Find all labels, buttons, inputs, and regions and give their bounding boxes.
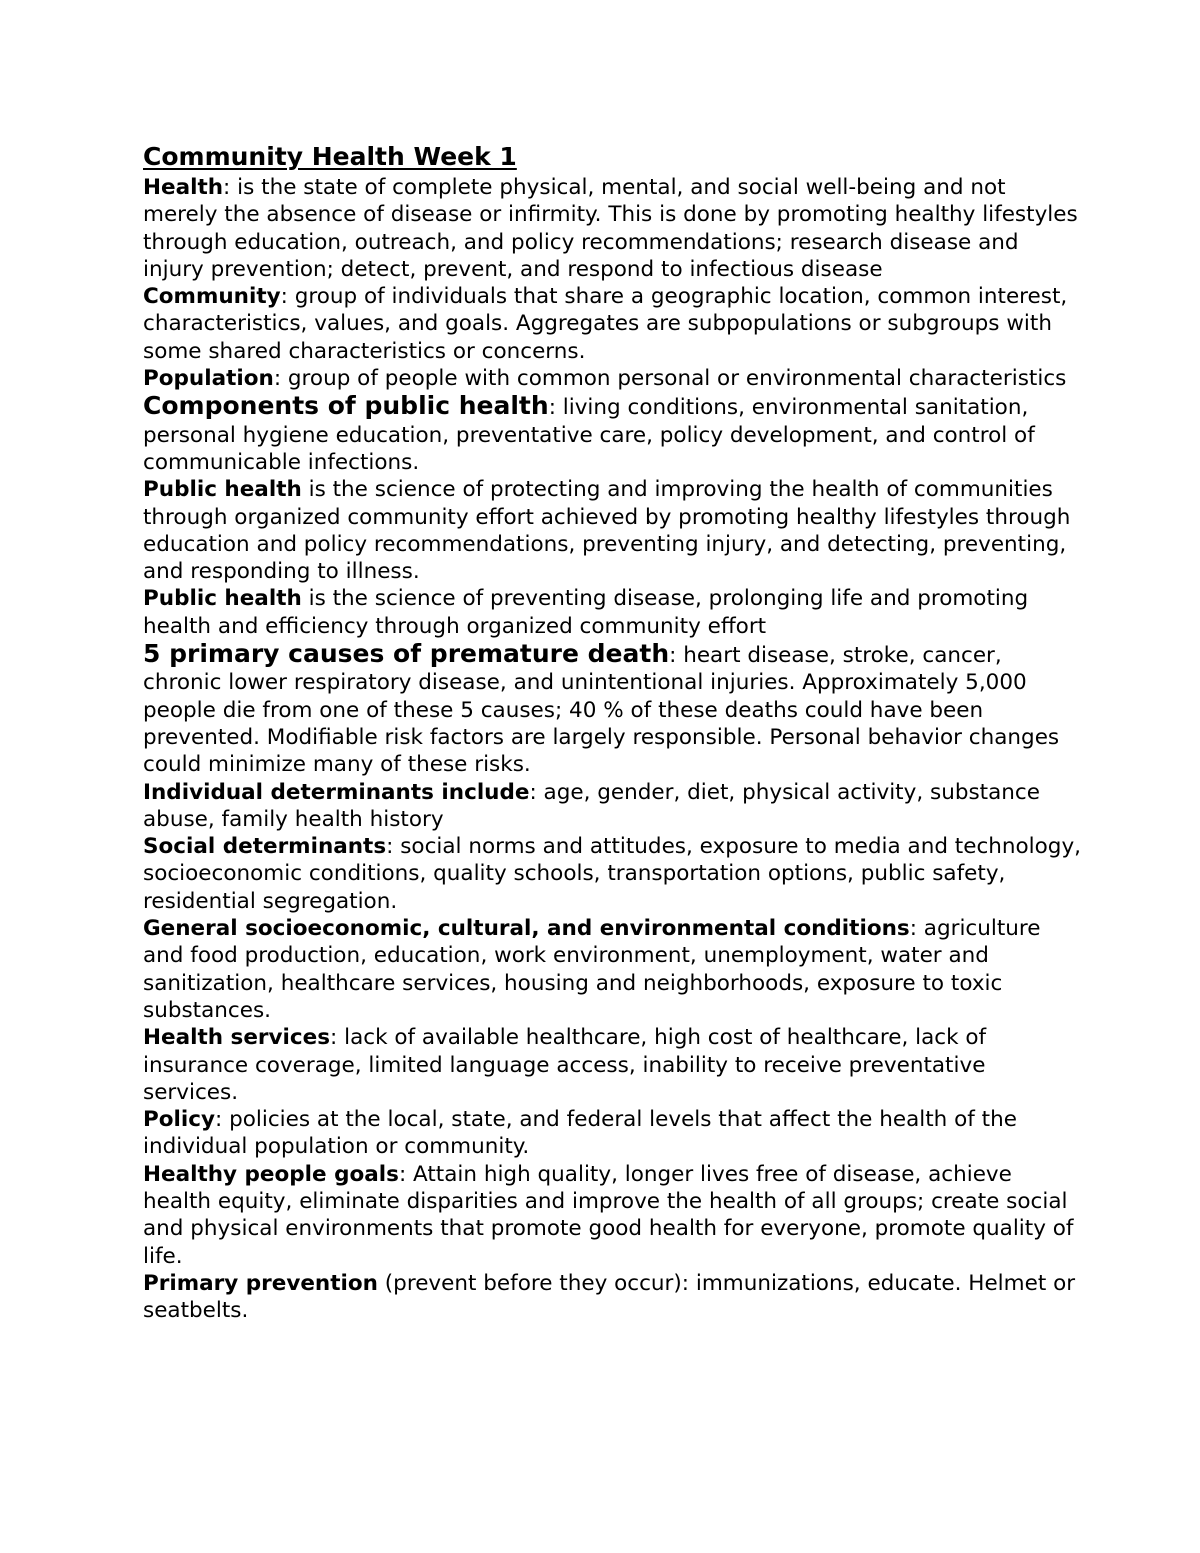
entry-text: : Attain high quality, longer lives free of disease, achieve health equity, eliminate disparities and improve the health of all groups; create social and physical environments that promote good health for everyone, promote quality of life. bbox=[143, 1161, 1074, 1269]
entry-health bbox=[143, 174, 1083, 283]
entry-text: : group of individuals that share a geographic location, common interest, characteristics, values, and goals. Aggregates are subpopulations or subgroups with some shared characteristics or concerns. bbox=[143, 284, 1068, 364]
entry-term: Individual determinants include bbox=[143, 779, 530, 805]
entry-primary-causes-of-death bbox=[143, 640, 1083, 778]
entry-components-of-public-health bbox=[143, 392, 1083, 476]
entry-primary-prevention bbox=[143, 1270, 1083, 1325]
entry-term: Public health bbox=[143, 477, 302, 503]
entry-term: Health bbox=[143, 175, 224, 200]
entry-text: : age, gender, diet, physical activity, substance abuse, family health history bbox=[143, 779, 1040, 832]
entry-term: Policy bbox=[143, 1107, 216, 1133]
entry-social-determinants bbox=[143, 833, 1083, 915]
entry-text: : policies at the local, state, and federal levels that affect the health of the individual population or community. bbox=[143, 1107, 1017, 1160]
entry-individual-determinants bbox=[143, 779, 1083, 834]
document-page bbox=[143, 140, 1083, 1324]
entry-policy bbox=[143, 1106, 1083, 1161]
entry-text: (prevent before they occur): immunizations, educate. Helmet or seatbelts. bbox=[143, 1270, 1076, 1324]
entry-text: is the science of protecting and improving the health of communities through organized community effort achieved by promoting healthy lifestyles through education and policy recommendations, preventing injury, and detecting, preventing, and responding to illness. bbox=[143, 477, 1071, 585]
entry-text: : agriculture and food production, education, work environment, unemployment, water and sanitization, healthcare services, housing and neighborhoods, exposure to toxic substances. bbox=[143, 916, 1041, 1023]
entry-text: : group of people with common personal or environmental characteristics bbox=[273, 366, 1067, 392]
entry-term: Community bbox=[143, 284, 281, 310]
entry-public-health-1 bbox=[143, 476, 1083, 585]
entry-general-conditions bbox=[143, 915, 1083, 1024]
entry-text: : lack of available healthcare, high cost of healthcare, lack of insurance coverage, limited language access, inability to receive preventative services. bbox=[143, 1025, 987, 1105]
entry-term: Primary prevention bbox=[143, 1270, 378, 1296]
entry-text: : social norms and attitudes, exposure to media and technology, socioeconomic conditions, quality schools, transportation options, public safety, residential segregation. bbox=[143, 834, 1082, 914]
entry-term: Health services bbox=[143, 1025, 331, 1051]
entry-term: Population bbox=[143, 366, 274, 392]
entry-health-services bbox=[143, 1024, 1083, 1106]
entry-term: Healthy people goals bbox=[143, 1161, 399, 1187]
entry-term: Social determinants bbox=[143, 834, 387, 860]
entry-term: General socioeconomic, cultural, and environmental conditions bbox=[143, 916, 910, 942]
entry-population bbox=[143, 365, 1083, 392]
entry-text: : heart disease, stroke, cancer, chronic lower respiratory disease, and unintentional injuries. Approximately 5,000 people die from one of these 5 causes; 40 % of these deaths could have been prevented. Modifiable risk factors are largely responsible. Personal behavior changes could minimize many of these risks. bbox=[143, 643, 1060, 778]
entry-healthy-people-goals bbox=[143, 1161, 1083, 1270]
entry-public-health-2 bbox=[143, 585, 1083, 640]
entry-term: Public health bbox=[143, 586, 302, 612]
entry-text: : is the state of complete physical, mental, and social well-being and not merely the absence of disease or infirmity. This is done by promoting healthy lifestyles through education, outreach, and policy recommendations; research disease and injury prevention; detect, prevent, and respond to infectious disease bbox=[143, 175, 1078, 282]
entry-text: : living conditions, environmental sanitation, personal hygiene education, preventative care, policy development, and control of communicable infections. bbox=[143, 395, 1035, 475]
entry-text: is the science of preventing disease, prolonging life and promoting health and efficiency through organized community effort bbox=[143, 586, 1029, 639]
document-title: Community Health Week 1 bbox=[143, 142, 517, 171]
entry-term: 5 primary causes of premature death bbox=[143, 639, 670, 669]
entry-term: Components of public health bbox=[143, 391, 549, 421]
entry-community bbox=[143, 283, 1083, 365]
